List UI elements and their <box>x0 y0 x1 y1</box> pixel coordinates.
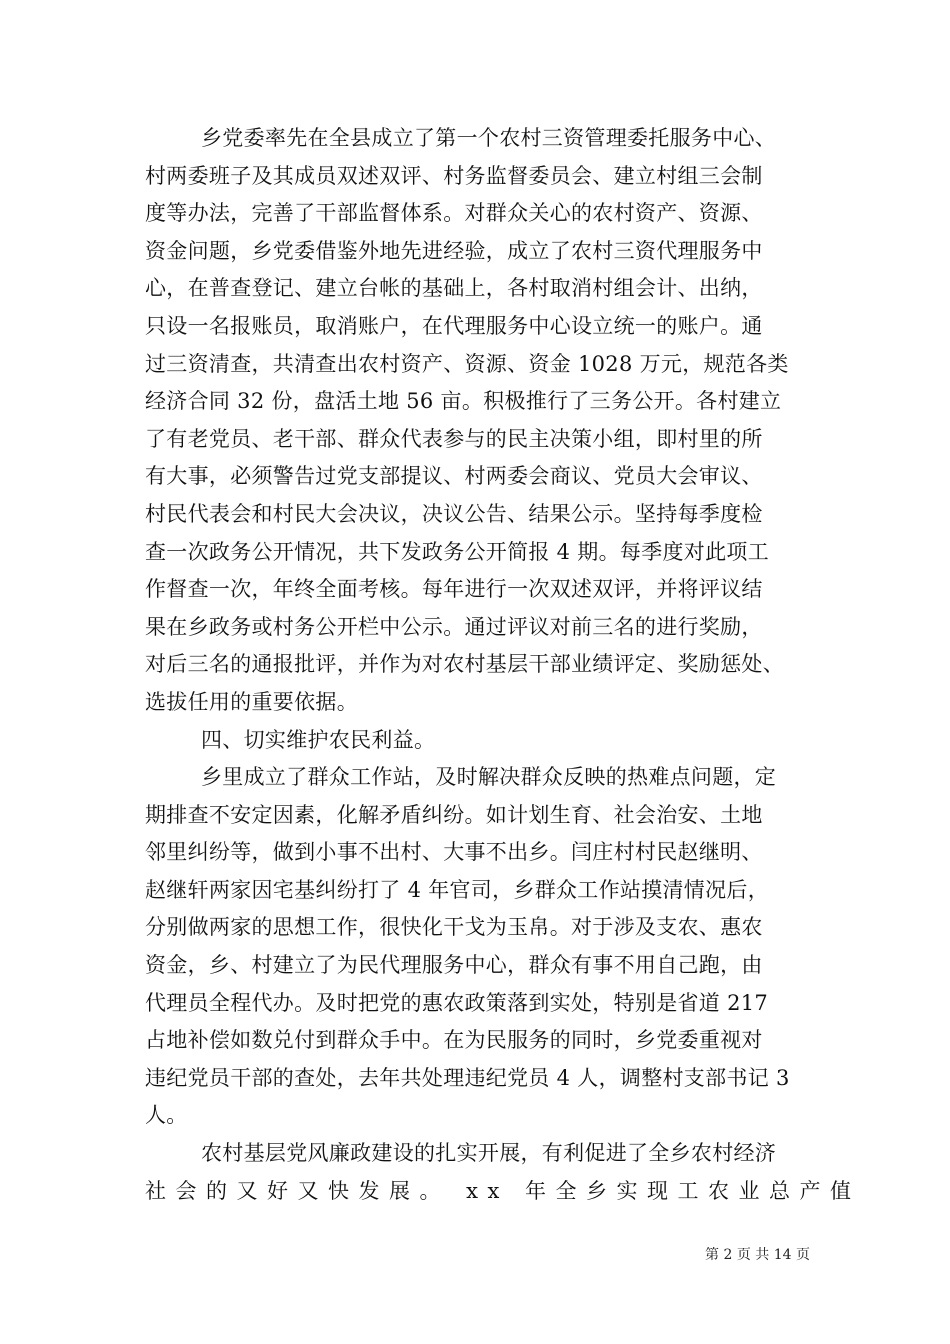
text-line: 赵继轩两家因宅基纠纷打了 4 年官司，乡群众工作站摸清情况后， <box>145 877 770 902</box>
text-line: 只设一名报账员，取消账户，在代理服务中心设立统一的账户。通 <box>145 313 763 338</box>
section-heading-4: 四、切实维护农民利益。 <box>201 727 436 752</box>
text-line: 乡里成立了群众工作站，及时解决群众反映的热难点问题，定 <box>201 765 777 790</box>
text-line: 农村基层党风廉政建设的扎实开展，有利促进了全乡农村经济 <box>201 1141 777 1166</box>
text-line: 村两委班子及其成员双述双评、村务监督委员会、建立村组三会制 <box>145 163 763 188</box>
text-line: 人。 <box>145 1103 188 1128</box>
text-line: 经济合同 32 份，盘活土地 56 亩。积极推行了三务公开。各村建立 <box>145 389 782 414</box>
text-line: 选拔任用的重要依据。 <box>145 689 358 714</box>
text-line: 过三资清查，共清查出农村资产、资源、资金 1028 万元，规范各类 <box>145 351 789 376</box>
text-line: 了有老党员、老干部、群众代表参与的民主决策小组，即村里的所 <box>145 426 763 451</box>
text-line: 期排查不安定因素，化解矛盾纠纷。如计划生育、社会治安、土地 <box>145 802 763 827</box>
text-line: 作督查一次，年终全面考核。每年进行一次双述双评，并将评议结 <box>145 577 763 602</box>
text-line: 有大事，必须警告过党支部提议、村两委会商议、党员大会审议、 <box>145 464 763 489</box>
text-line: 资金问题，乡党委借鉴外地先进经验，成立了农村三资代理服务中 <box>145 238 763 263</box>
text-line: 占地补偿如数兑付到群众手中。在为民服务的同时，乡党委重视对 <box>145 1028 763 1053</box>
text-line: 对后三名的通报批评，并作为对农村基层干部业绩评定、奖励惩处、 <box>145 652 784 677</box>
text-line: 查一次政务公开情况，共下发政务公开简报 4 期。每季度对此项工 <box>145 539 770 564</box>
text-line: 社会的又好又快发展。 xx 年全乡实现工农业总产值 <box>145 1178 861 1203</box>
text-line: 村民代表会和村民大会决议，决议公告、结果公示。坚持每季度检 <box>145 501 763 526</box>
text-line: 心，在普查登记、建立台帐的基础上，各村取消村组会计、出纳， <box>145 276 763 301</box>
text-line: 乡党委率先在全县成立了第一个农村三资管理委托服务中心、 <box>201 126 777 150</box>
text-line: 度等办法，完善了干部监督体系。对群众关心的农村资产、资源、 <box>145 201 763 226</box>
text-line: 代理员全程代办。及时把党的惠农政策落到实处，特别是省道 217 <box>145 990 769 1015</box>
page-number: 第 2 页 共 14 页 <box>705 1247 810 1263</box>
paragraph-conclusion <box>145 1135 861 1210</box>
text-line: 违纪党员干部的查处，去年共处理违纪党员 4 人，调整村支部书记 3 <box>145 1065 790 1090</box>
text-line: 资金，乡、村建立了为民代理服务中心，群众有事不用自己跑，由 <box>145 953 763 978</box>
text-line: 邻里纠纷等，做到小事不出村、大事不出乡。闫庄村村民赵继明、 <box>145 840 763 865</box>
text-line: 分别做两家的思想工作，很快化干戈为玉帛。对于涉及支农、惠农 <box>145 915 763 940</box>
paragraph-mass-work-station <box>145 759 815 1135</box>
text-line: 果在乡政务或村务公开栏中公示。通过评议对前三名的进行奖励， <box>145 614 763 639</box>
paragraph-three-assets-management <box>145 120 815 722</box>
document-body <box>145 120 861 1210</box>
